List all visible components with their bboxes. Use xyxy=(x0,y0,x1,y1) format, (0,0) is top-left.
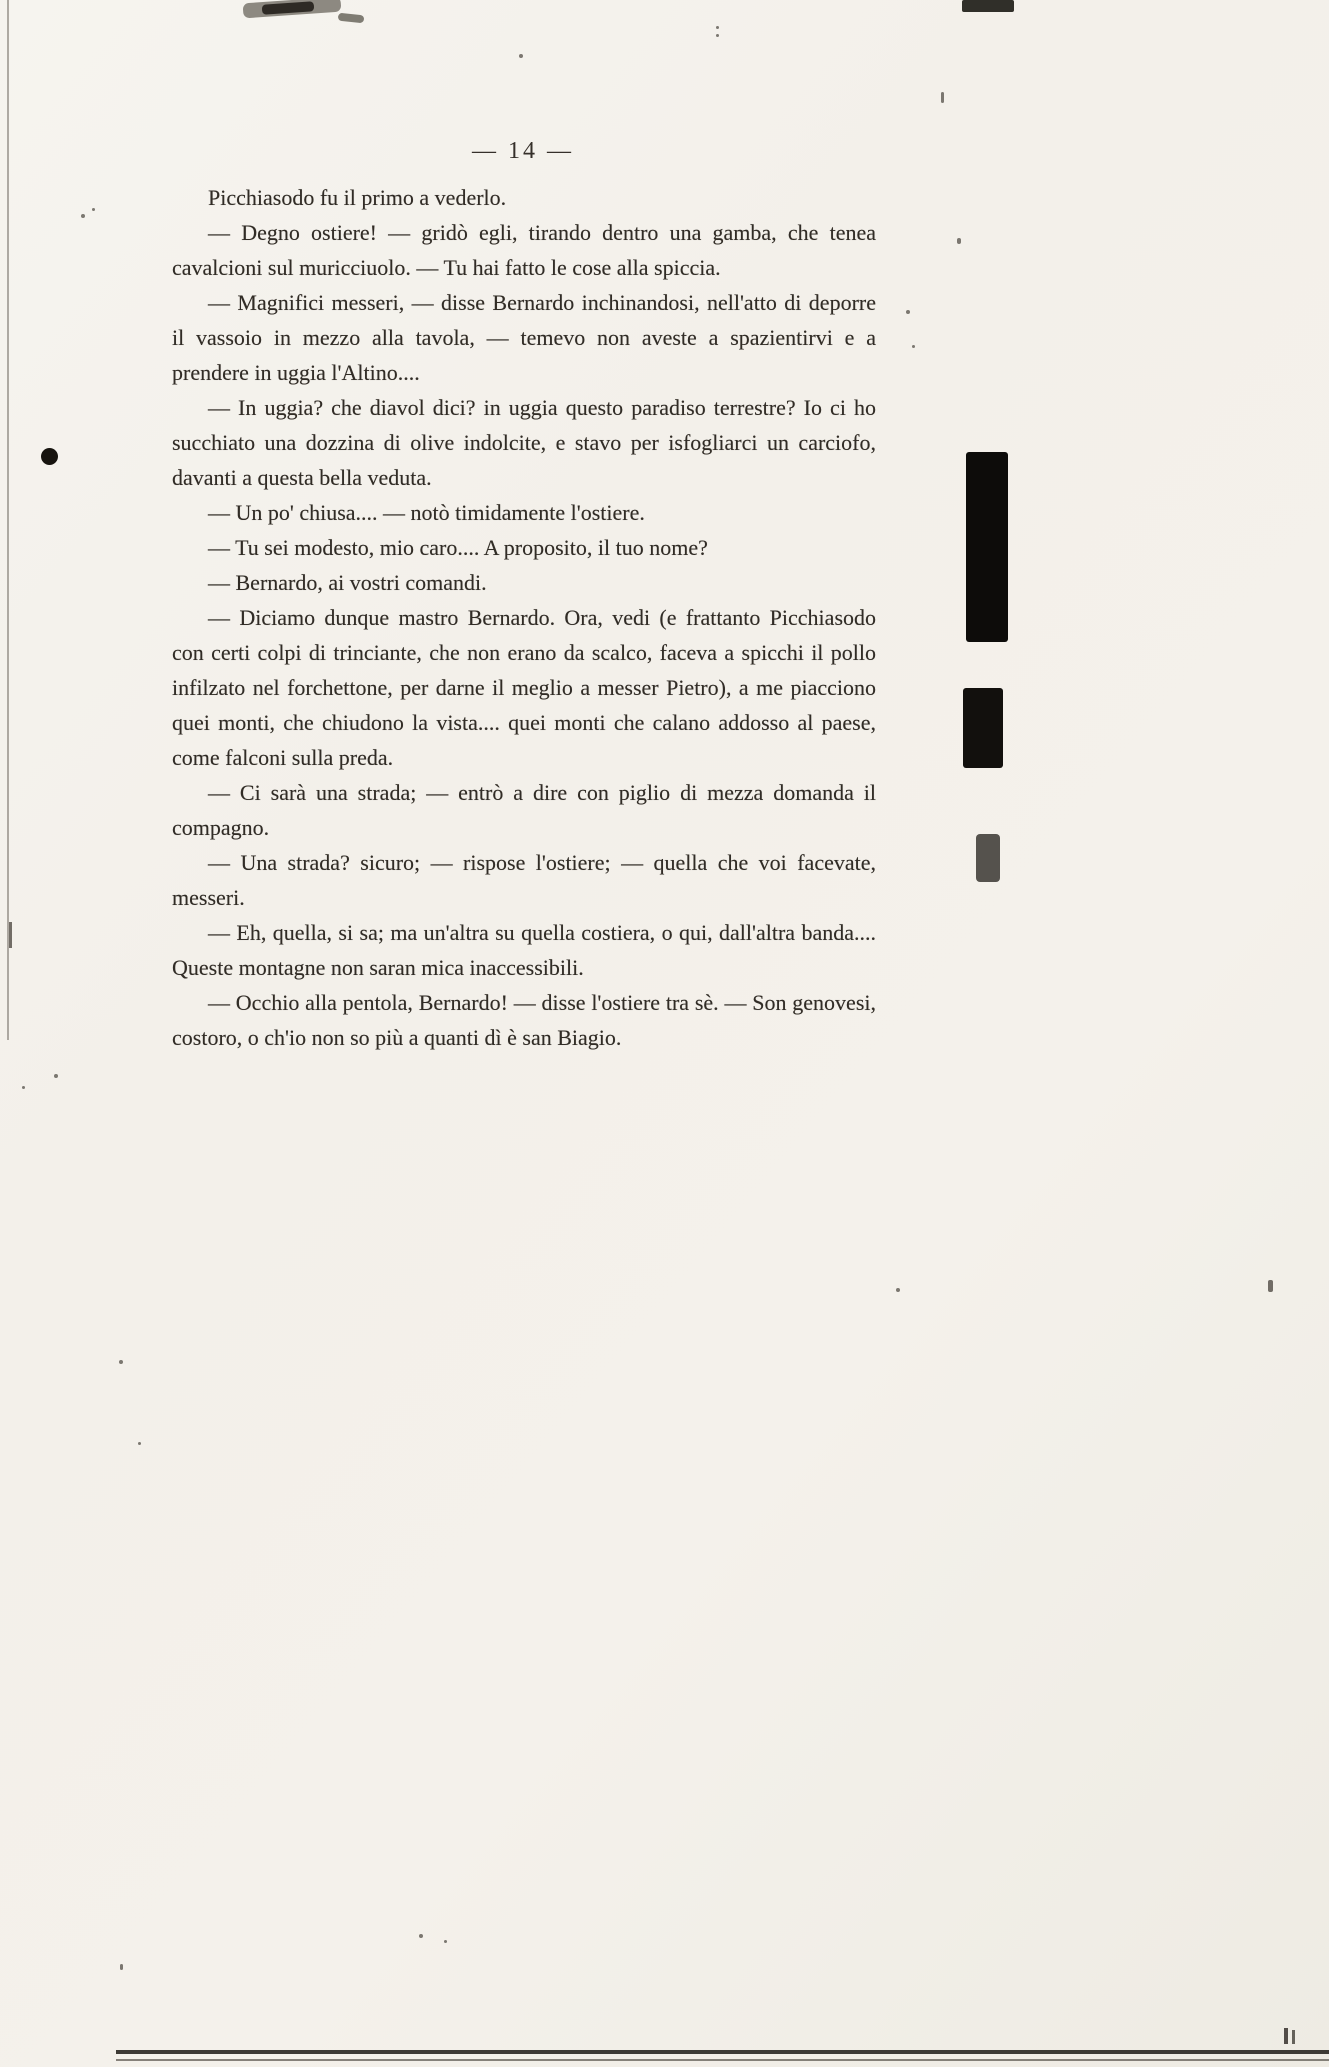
scan-speck xyxy=(957,238,961,244)
scan-artifact-right-edge-tick xyxy=(1268,1280,1273,1292)
paragraph: — Diciamo dunque mastro Bernardo. Ora, vedi (e frattanto Picchiasodo con certi colpi di trinciante, che non erano da scalco, faceva a spicchi il pollo infilzato nel forchettone, per darne il meglio a messer Pietro), a me piacciono quei monti, che chiudono la vista.... quei monti che calano addosso al paese, come falconi sulla preda. xyxy=(172,605,876,770)
scan-speck xyxy=(54,1074,58,1078)
scan-artifact-top-smudge-core xyxy=(262,1,315,15)
scan-speck xyxy=(81,214,85,218)
paragraph: — Degno ostiere! — gridò egli, tirando dentro una gamba, che tenea cavalcioni sul muricciuolo. — Tu hai fatto le cose alla spiccia. xyxy=(172,220,876,280)
paragraph: Picchiasodo fu il primo a vederlo. xyxy=(208,185,507,210)
scan-speck xyxy=(716,26,719,29)
scan-speck xyxy=(444,1940,447,1943)
paragraph: — Bernardo, ai vostri comandi. xyxy=(208,570,487,595)
paragraph: — Magnifici messeri, — disse Bernardo inchinandosi, nell'atto di deporre il vassoio in mezzo alla tavola, — temevo non aveste a spazientirvi e a prendere in uggia l'Altino.... xyxy=(172,290,876,385)
scan-artifact-right-black-bar-2 xyxy=(963,688,1003,768)
scan-artifact-left-edge-line xyxy=(7,0,9,1040)
scan-artifact-bottom-right-marks-2 xyxy=(1292,2030,1295,2044)
paragraph: — Eh, quella, si sa; ma un'altra su quella costiera, o qui, dall'altra banda.... Queste montagne non saran mica inaccessibili. xyxy=(172,920,876,980)
scan-artifact-bottom-line xyxy=(116,2050,1329,2054)
scan-speck xyxy=(119,1360,123,1364)
scan-speck xyxy=(941,92,944,103)
scan-artifact-right-gray-mark xyxy=(976,834,1000,882)
page-number: — 14 — xyxy=(472,138,574,164)
paragraph: — Un po' chiusa.... — notò timidamente l'ostiere. xyxy=(208,500,645,525)
scan-speck xyxy=(138,1442,141,1445)
scan-artifact-left-edge-tick xyxy=(9,922,12,948)
scan-speck xyxy=(419,1934,423,1938)
scan-artifact-bottom-right-marks xyxy=(1284,2028,1288,2044)
scan-speck xyxy=(896,1288,900,1292)
scan-artifact-top-smudge-tail xyxy=(338,13,365,24)
scan-speck xyxy=(716,34,719,37)
paragraph: — Ci sarà una strada; — entrò a dire con piglio di mezza domanda il compagno. xyxy=(172,780,876,840)
scan-speck xyxy=(120,1964,123,1970)
paragraph: — Tu sei modesto, mio caro.... A proposito, il tuo nome? xyxy=(208,535,708,560)
scan-speck xyxy=(906,310,910,314)
scan-artifact-right-black-bar-1 xyxy=(966,452,1008,642)
paragraph: — Una strada? sicuro; — rispose l'ostiere; — quella che voi facevate, messeri. xyxy=(172,850,876,910)
text-block xyxy=(172,180,876,1055)
scan-speck xyxy=(22,1086,25,1089)
scan-speck xyxy=(92,208,95,211)
scan-artifact-top-right-corner-bar xyxy=(962,0,1014,12)
scan-speck xyxy=(519,54,523,58)
scan-artifact-ink-dot-bullet xyxy=(41,448,58,465)
paragraph: — In uggia? che diavol dici? in uggia questo paradiso terrestre? Io ci ho succhiato una dozzina di olive indolcite, e stavo per isfogliarci un carciofo, davanti a questa bella veduta. xyxy=(172,395,876,490)
scan-speck xyxy=(912,345,915,348)
paragraph: — Occhio alla pentola, Bernardo! — disse l'ostiere tra sè. — Son genovesi, costoro, o ch'io non so più a quanti dì è san Biagio. xyxy=(172,990,876,1050)
scan-artifact-top-smudge xyxy=(243,0,342,18)
scan-artifact-bottom-line-thin xyxy=(116,2059,1329,2061)
